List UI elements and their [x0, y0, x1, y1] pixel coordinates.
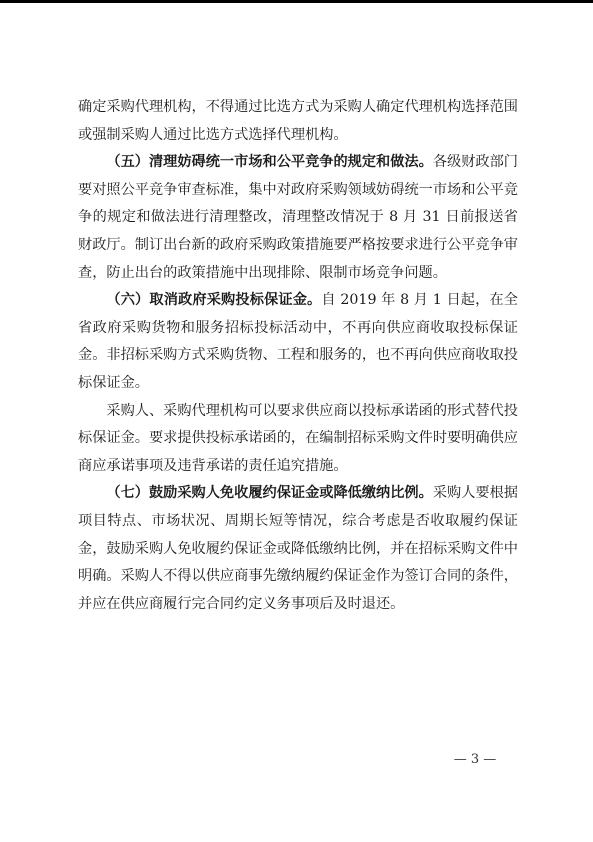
paragraph-text: 各级财政部门要对照公平竞争审查标准，集中对政府采购领域妨碍统一市场和公平竞争的规定和做法进行清理整改，清理整改情况于 8 月 31 日前报送省财政厅。制订出台新的政府采购政策措施要严格按要求进行公平竞争审查，防止出台的政策措施中出现排除、限制市场竞争问题。 [78, 154, 518, 281]
paragraph-item-5 [78, 149, 518, 287]
document-body [78, 94, 518, 618]
paragraph-text: 自 2019 年 8 月 1 日起，在全省政府采购货物和服务招标投标活动中，不再向供应商收取投标保证金。非招标采购方式采购货物、工程和服务的，也不再向供应商收取投标保证金。 [78, 292, 518, 391]
paragraph-item-6-continued [78, 398, 518, 481]
paragraph-item-7 [78, 480, 518, 618]
item-heading: （六）取消政府采购投标保证金。 [106, 292, 322, 309]
paragraph-text: 确定采购代理机构，不得通过比选方式为采购人确定代理机构选择范围或强制采购人通过比选方式选择代理机构。 [78, 99, 518, 143]
paragraph-text: 采购人、采购代理机构可以要求供应商以投标承诺函的形式替代投标保证金。要求提供投标承诺函的，在编制招标采购文件时要明确供应商应承诺事项及违背承诺的责任追究措施。 [78, 402, 518, 474]
item-heading: （五）清理妨碍统一市场和公平竞争的规定和做法。 [106, 154, 433, 171]
item-heading: （七）鼓励采购人免收履约保证金或降低缴纳比例。 [106, 485, 433, 502]
paragraph-text: 采购人要根据项目特点、市场状况、周期长短等情况，综合考虑是否收取履约保证金，鼓励采购人免收履约保证金或降低缴纳比例，并在招标采购文件中明确。采购人不得以供应商事先缴纳履约保证金作为签订合同的条件，并应在供应商履行完合同约定义务事项后及时退还。 [78, 485, 518, 612]
paragraph-item-6 [78, 287, 518, 397]
top-border-rule [0, 0, 593, 3]
page-number: — 3 — [453, 752, 497, 767]
paragraph-continuation [78, 94, 518, 149]
